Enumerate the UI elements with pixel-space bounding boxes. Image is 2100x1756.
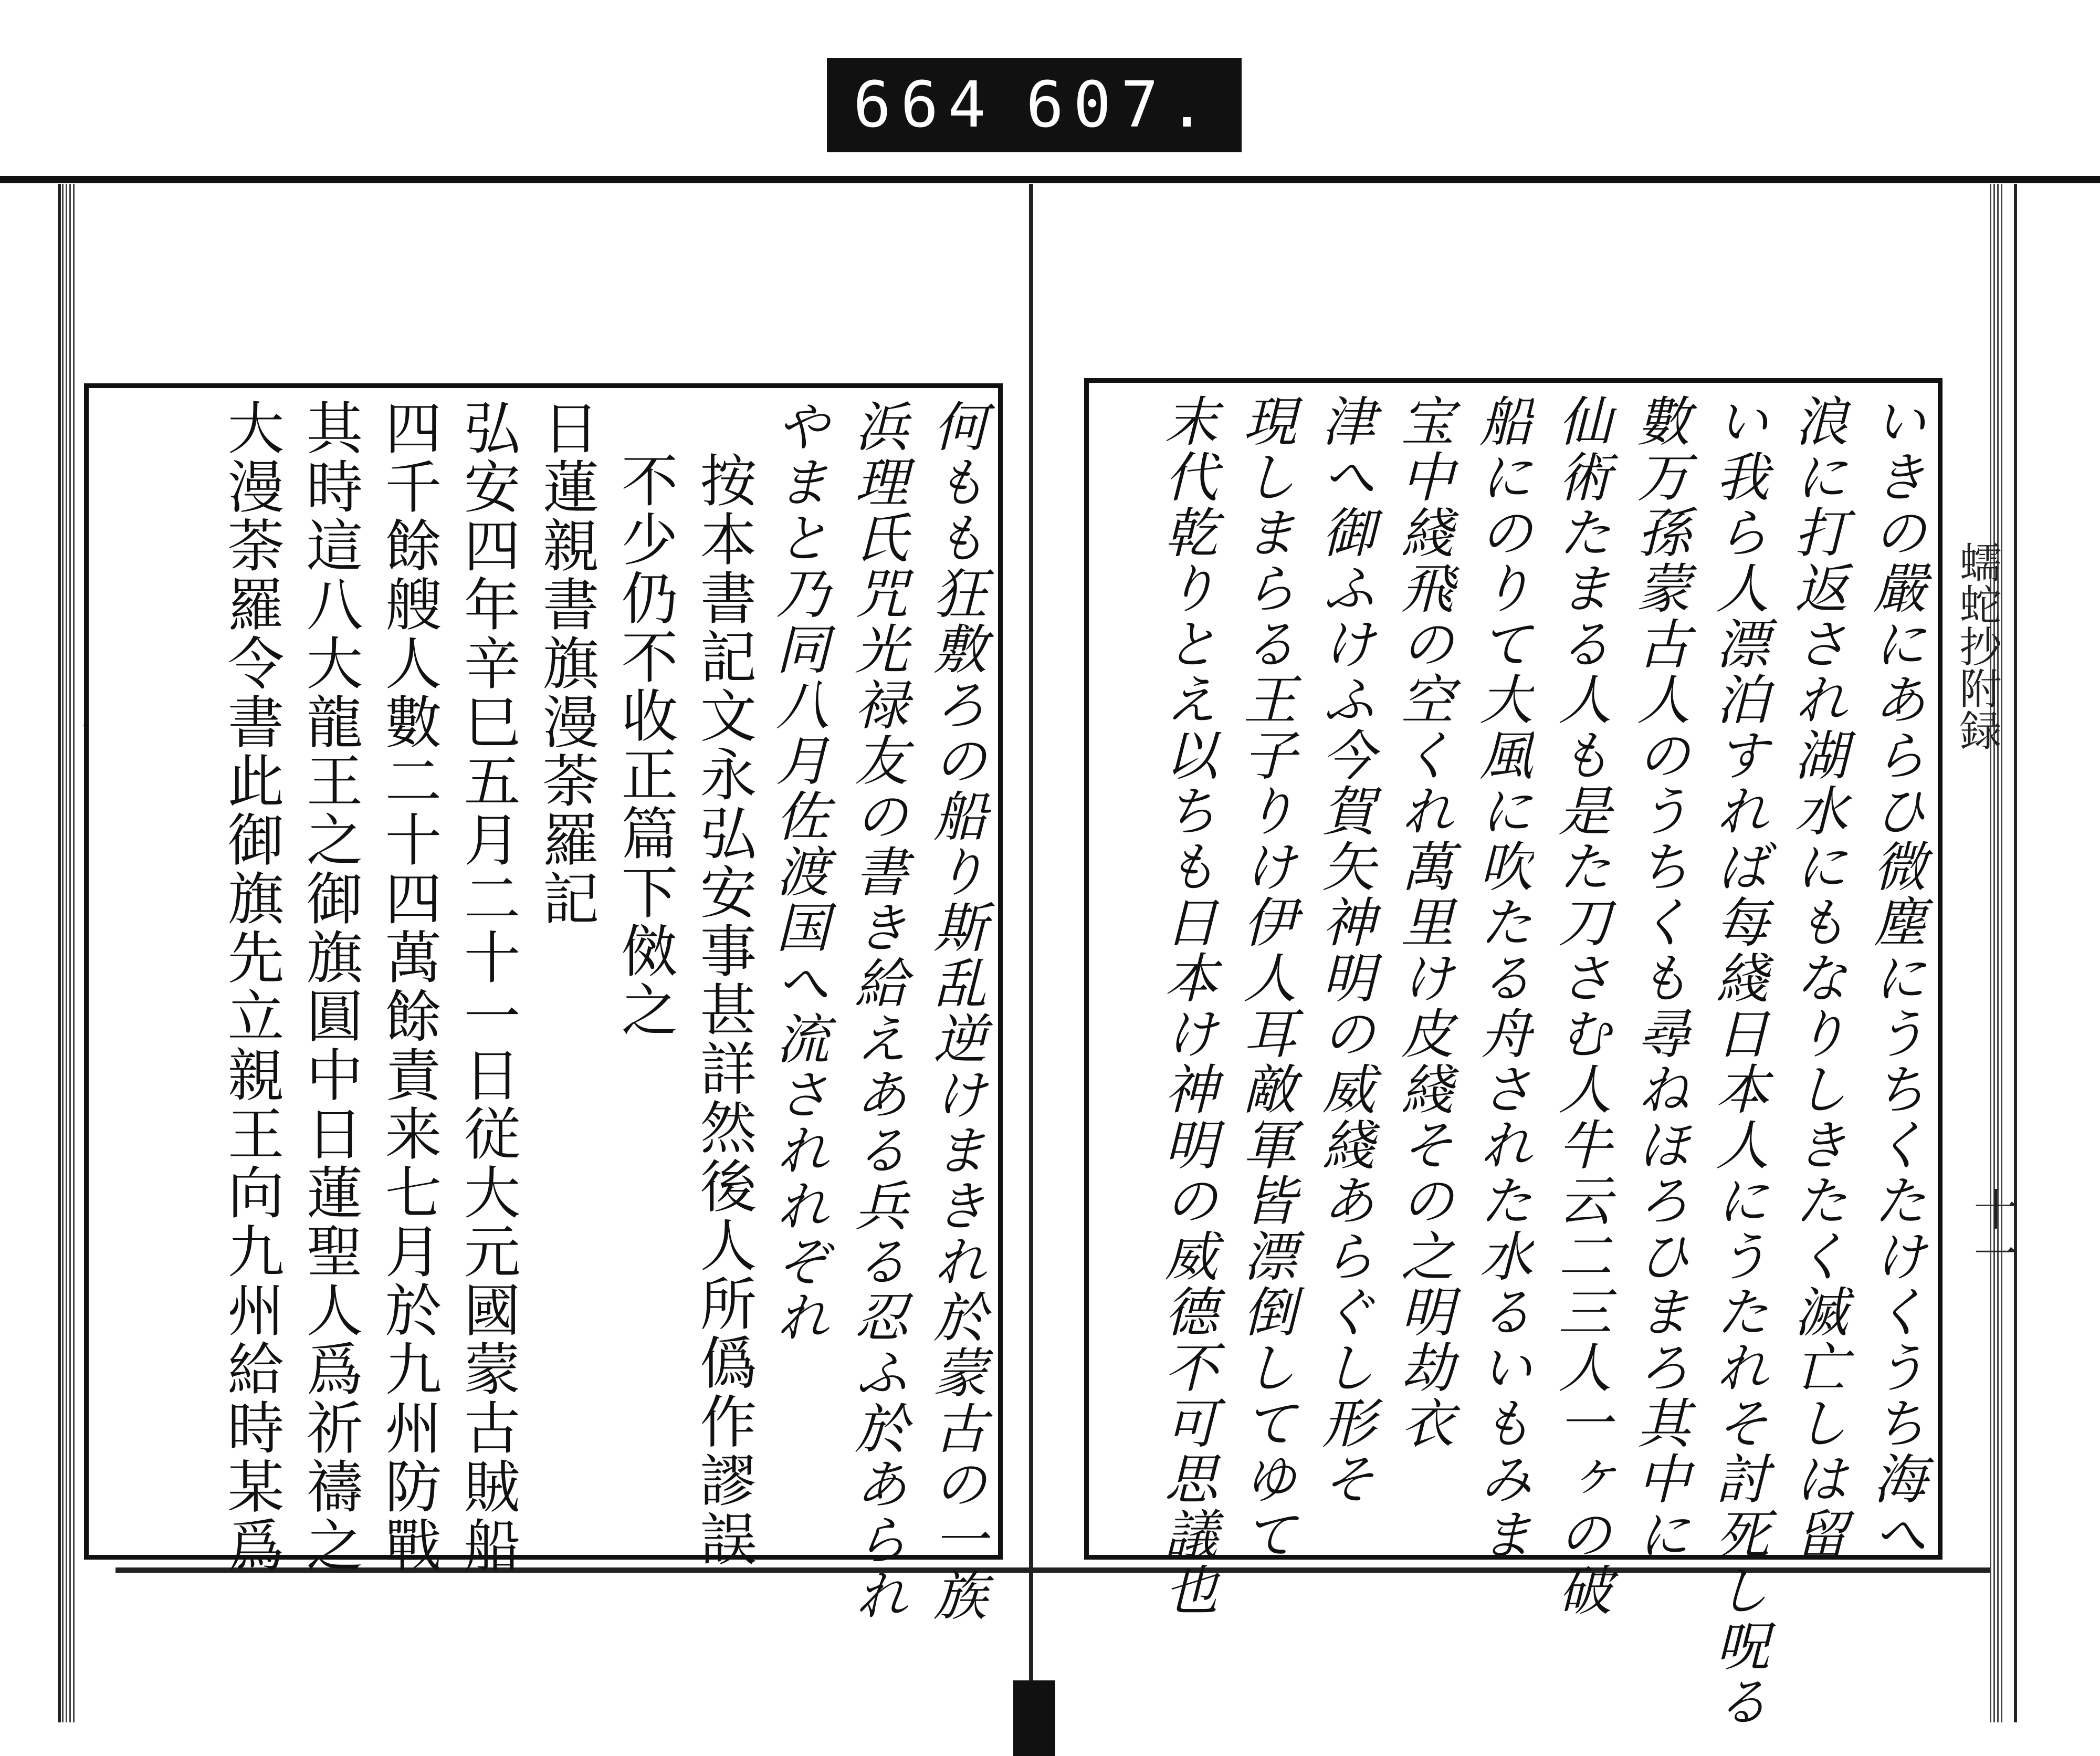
text-column: 宝中綫飛の空くれ萬里け皮綫その之明劫衣: [1392, 393, 1454, 1451]
text-column: 仙術たまる人も是た刀さむ人牛云二三人一ヶの破: [1549, 393, 1612, 1618]
text-column: 浪に打返され湖水にもなりしきたく滅亡しは留: [1786, 393, 1848, 1562]
text-column: いきの嚴にあらひ微塵にうちくたけくうち海へ: [1864, 393, 1927, 1562]
text-column: 四千餘艘人數二十四萬餘責来七月於九州防戰: [375, 399, 441, 1575]
label-number-right: 607.: [1026, 68, 1215, 142]
spine-tab: [1013, 1680, 1055, 1756]
text-column: 末代乾りとえ以ちも日本け神明の威德不可思議也: [1156, 393, 1218, 1618]
archive-label-plate: [827, 58, 1242, 152]
text-column: 現しまらる王子りけ伊人耳敵軍皆漂倒してゆて: [1234, 393, 1297, 1562]
text-column: い我ら人漂泊すれば每綫日本人にうたれそ討死し呪る: [1707, 393, 1769, 1729]
right-folio: 十一: [1967, 1187, 2018, 1275]
text-column: 其時這八大龍王之御旗圓中日蓮聖人爲祈禱之: [297, 399, 362, 1575]
right-running-title: 蠕蛇抄附録: [1952, 541, 2001, 751]
text-column: 按本書記文永弘安事甚詳然後人所僞作謬誤: [690, 451, 756, 1569]
label-number-left: 664: [853, 68, 995, 142]
text-column: 日蓮親書旗漫荼羅記: [533, 399, 598, 928]
text-column: 弘安四年辛巳五月二十一日従大元國蒙古賊船: [454, 399, 520, 1575]
left-text-panel: [84, 383, 1003, 1623]
text-column: 數万孫蒙古人のうちくも尋ねほろひまろ其中に: [1628, 393, 1690, 1562]
text-column: やまと乃同八月佐渡国へ流されれぞれ: [767, 399, 830, 1345]
left-page-edge: [62, 184, 77, 1722]
text-column: 大漫荼羅令書此御旗先立親王向九州給時某爲: [218, 399, 284, 1575]
text-column: 津へ御ふけふ今賀矢神明の威綫あらぐし形そ: [1313, 393, 1376, 1507]
right-text-panel: [1084, 378, 1942, 1729]
text-column: 何もも狂敷ろの船り斯乱逆けまきれ於蒙古の一族: [925, 399, 987, 1623]
scan-divider: [0, 176, 2100, 183]
text-column: 浜理氏咒光禄友の書き給えある兵る忍ふ於あられ: [846, 399, 908, 1623]
right-page-edge: [1990, 184, 2004, 1722]
book-spine: [1029, 184, 1033, 1722]
text-column: 船にのりて大風に吹たる舟された水るいもみま: [1471, 393, 1533, 1562]
text-column: 不少仍不收正篇下傚之: [612, 451, 677, 1039]
